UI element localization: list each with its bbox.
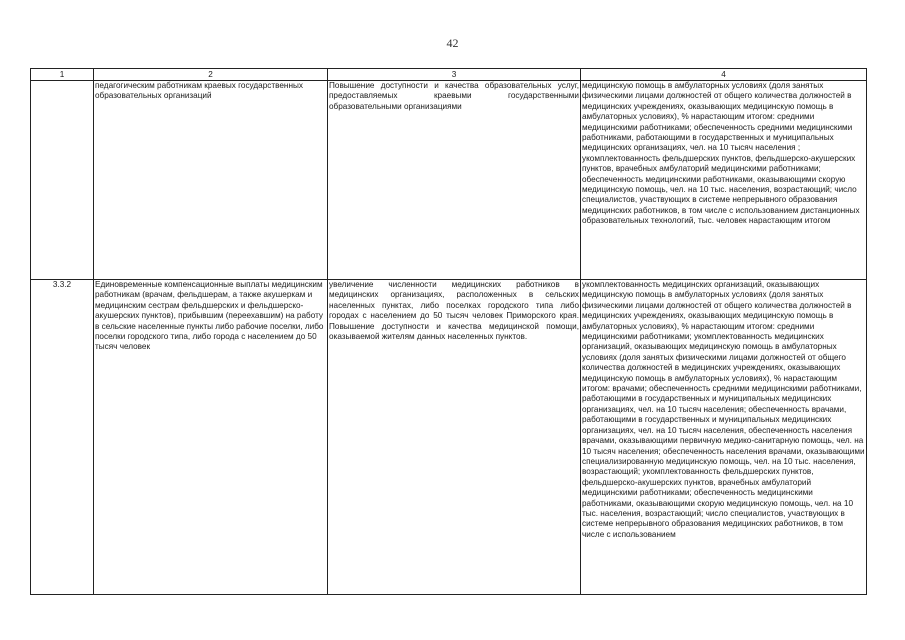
cell-text: Повышение доступности и качества образовательных услуг, предоставляемых краевыми государственными образовательными организациями xyxy=(329,81,579,111)
row-number-cell: 3.3.2 xyxy=(31,280,94,595)
table-header-row xyxy=(31,69,867,81)
column-header-3: 3 xyxy=(328,69,581,81)
indicators-cell xyxy=(581,280,867,595)
row-number-cell xyxy=(31,81,94,280)
expected-result-cell xyxy=(328,280,581,595)
page-number: 42 xyxy=(446,36,459,50)
measure-name-cell xyxy=(94,81,328,280)
indicators-cell xyxy=(581,81,867,280)
cell-text: педагогическим работникам краевых государственных образовательных организаций xyxy=(95,81,303,101)
cell-text: увеличение численности медицинских работников в медицинских организациях, расположенных в сельских населенных пунктах, либо поселках городского типа либо городах с населением до 50 тысяч человек Приморского края. Повышение доступности и качества медицинской помощи, оказываемой жителям данных населенных пунктов. xyxy=(329,280,579,342)
expected-result-cell xyxy=(328,81,581,280)
column-header-1: 1 xyxy=(31,69,94,81)
table-row xyxy=(31,280,867,595)
measure-name-cell xyxy=(94,280,328,595)
cell-text: медицинскую помощь в амбулаторных условиях (доля занятых физическими лицами должностей от общего количества должностей в медицинских учреждениях, оказывающих медицинскую помощь в амбулаторных условиях), % нарастающим итогом: средними медицинскими работниками; обеспеченность средними медицинскими работниками, работающими в государственных и муниципальных медицинских организациях, чел. на 10 тысяч населения ; укомплектованность фельдшерских пунктов, фельдшерско-акушерских пунктов, врачебных амбулаторий медицинскими работниками; обеспеченность медицинскими работниками, оказывающими скорую медицинскую помощь, чел. на 10 тыс. населения, возрастающий; число специалистов, участвующих в системе непрерывного образования медицинских работников, в том числе с использованием дистанционных образовательных технологий, тыс. человек нарастающим итогом xyxy=(582,81,860,226)
column-header-2: 2 xyxy=(94,69,328,81)
table-row xyxy=(31,81,867,280)
document-table xyxy=(30,68,867,595)
cell-text: укомплектованность медицинских организаций, оказывающих медицинскую помощь в амбулаторных условиях (доля занятых физическими лицами должностей от общего количества должностей в медицинских учреждениях, оказывающих медицинскую помощь в амбулаторных условиях), % нарастающим итогом: средними медицинскими работниками; укомплектованность медицинских организаций, оказывающих медицинскую помощь в амбулаторных условиях (доля занятых физическими лицами должностей от общего количества должностей в медицинских учреждениях, оказывающих медицинскую помощь в амбулаторных условиях), % нарастающим итогом: врачами; обеспеченность средними медицинскими работниками, работающими в государственных и муниципальных медицинских организациях, чел. на 10 тысяч населения; обеспеченность врачами, работающими в государственных и муниципальных медицинских организациях, чел. на 10 тысяч населения, обеспеченность населения врачами, оказывающими первичную медико-санитарную помощь, чел. на 10 тысяч населения; обеспеченность населения врачами, оказывающими специализированную медицинскую помощь, чел. на 10 тыс. населения, возрастающий; укомплектованность фельдшерских пунктов, фельдшерско-акушерских пунктов, врачебных амбулаторий медицинскими работниками; обеспеченность медицинскими работниками, оказывающими скорую медицинскую помощь, чел. на 10 тыс. населения, возрастающий; число специалистов, участвующих в системе непрерывного образования медицинских работников, в том числе с использованием xyxy=(582,280,865,539)
cell-text: Единовременные компенсационные выплаты медицинским работникам (врачам, фельдшерам, а также акушеркам и медицинским сестрам фельдшерских и фельдшерско-акушерских пунктов), прибывшим (переехавшим) на работу в сельские населенные пункты либо рабочие поселки, либо поселки городского типа, либо города с населением до 50 тысяч человек xyxy=(95,280,324,352)
column-header-4: 4 xyxy=(581,69,867,81)
